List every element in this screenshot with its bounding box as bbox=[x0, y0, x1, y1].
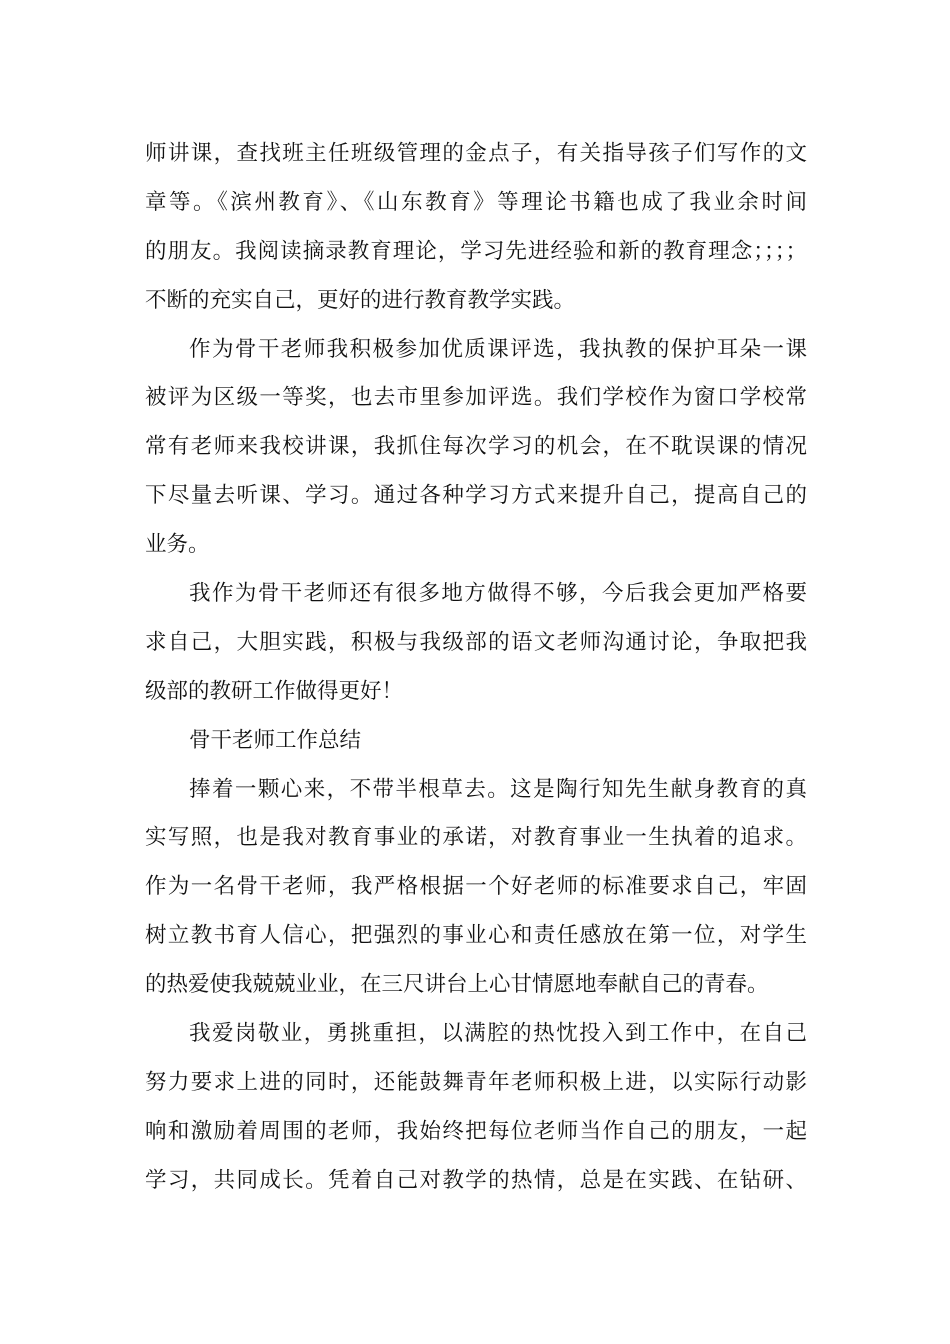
text-line: 求自己，大胆实践，积极与我级部的语文老师沟通讨论，争取把我 bbox=[145, 629, 807, 655]
document-body bbox=[145, 130, 807, 1206]
text-line: 下尽量去听课、学习。通过各种学习方式来提升自己，提高自己的 bbox=[145, 483, 807, 509]
paragraph bbox=[145, 130, 807, 326]
text-line: 业务。 bbox=[145, 532, 210, 558]
text-line: 树立教书育人信心，把强烈的事业心和责任感放在第一位，对学生 bbox=[145, 923, 807, 949]
paragraph bbox=[145, 766, 807, 1010]
text-line: 章等。《滨州教育》、《山东教育》等理论书籍也成了我业余时间 bbox=[145, 189, 807, 215]
paragraph bbox=[145, 1010, 807, 1206]
text-line: 级部的教研工作做得更好！ bbox=[145, 678, 404, 704]
text-line: 努力要求上进的同时，还能鼓舞青年老师积极上进，以实际行动影 bbox=[145, 1069, 807, 1095]
text-line: 不断的充实自己，更好的进行教育教学实践。 bbox=[145, 287, 576, 313]
text-line: 被评为区级一等奖，也去市里参加评选。我们学校作为窗口学校常 bbox=[145, 385, 807, 411]
text-line: 的热爱使我兢兢业业，在三尺讲台上心甘情愿地奉献自己的青春。 bbox=[145, 972, 769, 998]
text-line: 师讲课，查找班主任班级管理的金点子，有关指导孩子们写作的文 bbox=[145, 141, 807, 166]
text-line: 我作为骨干老师还有很多地方做得不够，今后我会更加严格要 bbox=[189, 581, 807, 607]
text-line: 作为骨干老师我积极参加优质课评选，我执教的保护耳朵一课 bbox=[189, 336, 807, 362]
text-line: 的朋友。我阅读摘录教育理论，学习先进经验和新的教育理念；；；； bbox=[145, 238, 807, 264]
text-line: 常有老师来我校讲课，我抓住每次学习的机会，在不耽误课的情况 bbox=[145, 434, 807, 460]
section-title: 骨干老师工作总结 bbox=[189, 727, 362, 753]
text-line: 作为一名骨干老师，我严格根据一个好老师的标准要求自己，牢固 bbox=[145, 874, 807, 900]
text-line: 实写照，也是我对教育事业的承诺，对教育事业一生执着的追求。 bbox=[145, 825, 807, 851]
paragraph bbox=[145, 326, 807, 570]
paragraph bbox=[145, 570, 807, 717]
text-line: 响和激励着周围的老师，我始终把每位老师当作自己的朋友，一起 bbox=[145, 1118, 807, 1144]
text-line: 捧着一颗心来，不带半根草去。这是陶行知先生献身教育的真 bbox=[189, 776, 807, 802]
text-line: 我爱岗敬业，勇挑重担，以满腔的热忱投入到工作中，在自己 bbox=[189, 1021, 807, 1047]
text-line: 学习，共同成长。凭着自己对教学的热情，总是在实践、在钻研、 bbox=[145, 1167, 807, 1193]
